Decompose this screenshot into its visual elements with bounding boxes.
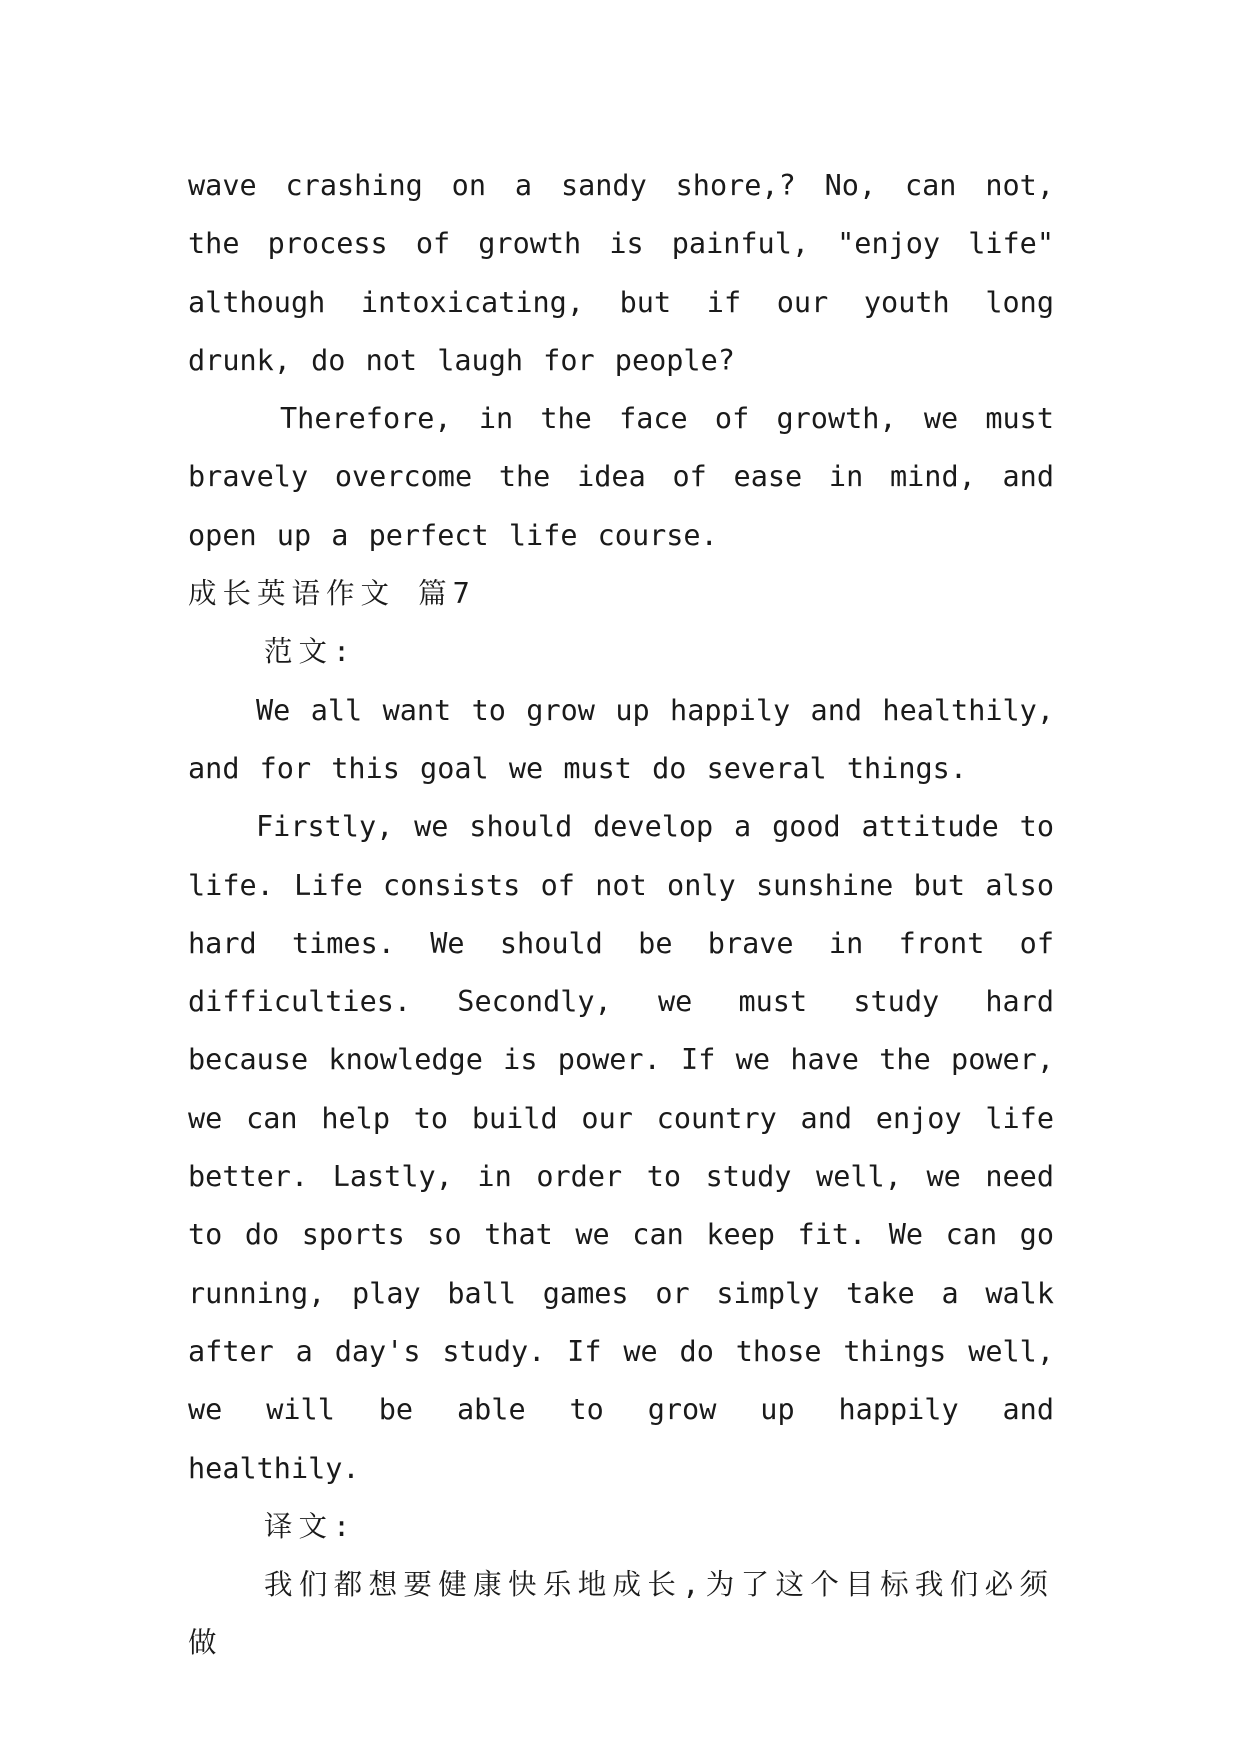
translation-label: 译文: bbox=[264, 1509, 357, 1543]
section-heading: 成长英语作文 篇7 bbox=[188, 577, 476, 611]
paragraph-continuation: wave crashing on a sandy shore,? No, can not, the process of growth is painful, "enjoy life" although intoxicating, but if our youth long drunk, do not laugh for people? bbox=[188, 169, 1054, 377]
model-paragraph-1: We all want to grow up happily and healthily, and for this goal we must do several things. bbox=[188, 693, 1054, 785]
model-paragraph-2: Firstly, we should develop a good attitude to life. Life consists of not only sunshine but also hard times. We should be brave in front of difficulties. Secondly, we must study hard because knowledge is power. If we have the power, we can help to build our country and enjoy life better. Lastly, in order to study well, we need to do sports so that we can keep fit. We can go running, play ball games or simply take a walk after a day's study. If we do those things well, we will be able to grow up happily and healthily. bbox=[188, 810, 1054, 1485]
paragraph-therefore: Therefore, in the face of growth, we must bravely overcome the idea of ease in mind, and open up a perfect life course. bbox=[188, 402, 1054, 552]
document-body bbox=[188, 157, 1054, 1673]
translation-paragraph-1: 我们都想要健康快乐地成长,为了这个目标我们必须做 bbox=[188, 1568, 1054, 1660]
model-essay-label: 范文: bbox=[264, 635, 357, 669]
